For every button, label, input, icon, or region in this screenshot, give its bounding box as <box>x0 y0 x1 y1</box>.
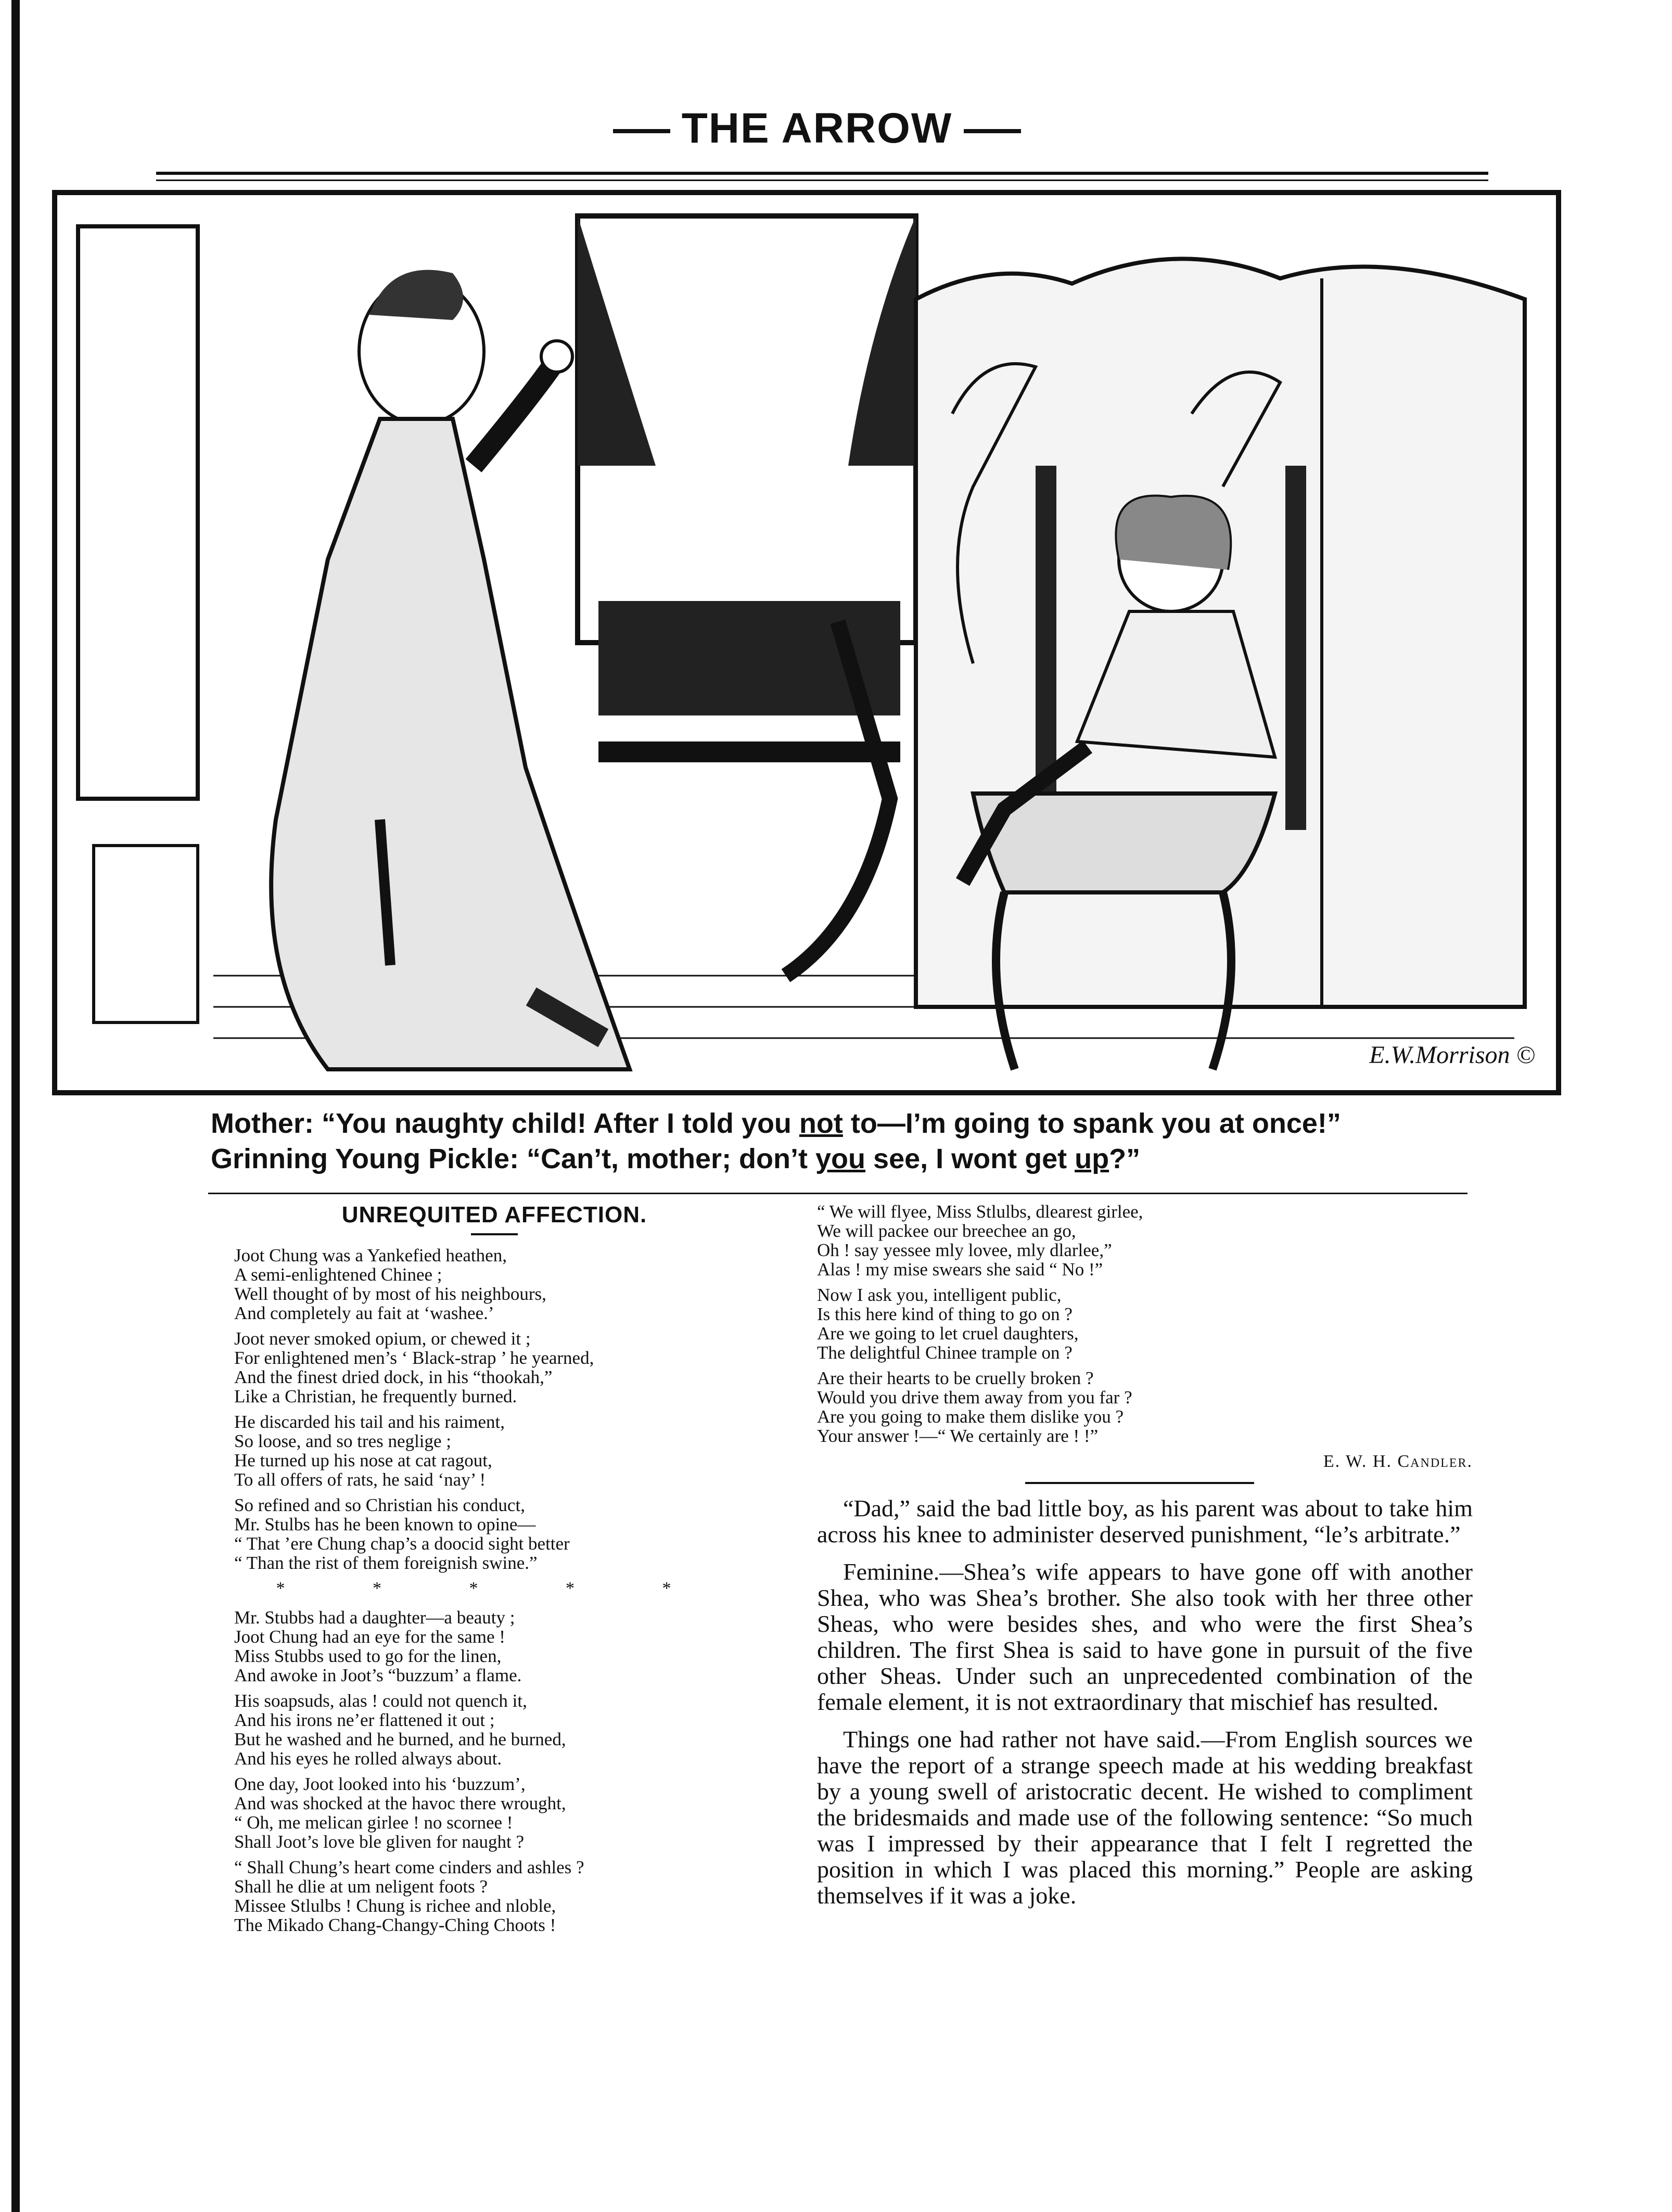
header-rule-bottom <box>156 180 1488 181</box>
poem-line: A semi-enlightened Chinee ; <box>234 1264 442 1285</box>
poem-line: To all offers of rats, he said ‘nay’ ! <box>234 1469 486 1490</box>
poem-line: “ That ’ere Chung chap’s a doocid sight better <box>234 1533 570 1554</box>
caption-mother-underlined: not <box>799 1108 843 1139</box>
poem-line: So refined and so Christian his conduct, <box>234 1495 525 1515</box>
caption-child <box>211 1141 1512 1177</box>
prose-paragraph-dad: “Dad,” said the bad little boy, as his parent was about to take him across his knee to administer deserved punishment, “le’s arbitrate.” <box>817 1495 1473 1548</box>
caption-child-underlined-1: you <box>815 1143 866 1174</box>
poem-line: And his eyes he rolled always about. <box>234 1748 502 1769</box>
poem-line: And his irons ne’er flattened it out ; <box>234 1710 495 1730</box>
poem-line: And awoke in Joot’s “buzzum’ a flame. <box>234 1665 522 1685</box>
poem-line: Shall Joot’s love ble gliven for naught ? <box>234 1832 524 1852</box>
poem-stanza <box>817 1202 1473 1279</box>
poem-line: The Mikado Chang-Changy-Ching Choots ! <box>234 1915 556 1935</box>
poem-line: So loose, and so tres neglige ; <box>234 1431 452 1451</box>
poem-stanza <box>234 1774 755 1851</box>
poem-line: And completely au fait at ‘washee.’ <box>234 1303 494 1323</box>
caption-child-underlined-2: up <box>1075 1143 1109 1174</box>
poem-line: For enlightened men’s ‘ Black-strap ’ he yearned, <box>234 1348 594 1368</box>
poem-line: But he washed and he burned, and he burned, <box>234 1729 566 1749</box>
poem-line: And the finest dried dock, in his “thookah,” <box>234 1367 553 1387</box>
poem-stanza <box>234 1246 755 1323</box>
poem-line: The delightful Chinee trample on ? <box>817 1342 1073 1363</box>
poem-line: “ Oh, me melican girlee ! no scornee ! <box>234 1812 513 1833</box>
poem-line: Joot never smoked opium, or chewed it ; <box>234 1328 531 1349</box>
poem-line: Oh ! say yessee mly lovee, mly dlarlee,” <box>817 1240 1112 1260</box>
caption-mother-part1: Mother: “You naughty child! After I told you <box>211 1108 799 1139</box>
caption-mother <box>211 1106 1512 1141</box>
poem-line: “ Than the rist of them foreignish swine.” <box>234 1553 538 1573</box>
poem-line: Joot Chung had an eye for the same ! <box>234 1627 505 1647</box>
masthead-title: THE ARROW <box>681 105 953 152</box>
poem-line: Missee Stlulbs ! Chung is richee and nloble, <box>234 1896 556 1916</box>
poem-line: Your answer !—“ We certainly are ! !” <box>817 1426 1099 1446</box>
poem-line: Are we going to let cruel daughters, <box>817 1323 1079 1344</box>
poem-line: Are you going to make them dislike you ? <box>817 1407 1124 1427</box>
asterisk-divider: * * * * * <box>276 1579 713 1598</box>
poem-stanza <box>234 1608 755 1685</box>
poem-stanza <box>234 1329 755 1406</box>
poem-line: Joot Chung was a Yankefied heathen, <box>234 1245 507 1265</box>
cartoon-illustration <box>52 190 1561 1095</box>
prose-paragraph-feminine: Feminine.—Shea’s wife appears to have gone off with another Shea, who was Shea’s brother. She also took with her three other Sheas, who were besides shes, and who were the first Shea’s children. The first Shea is said to have gone in pursuit of the five other Sheas. Under such an unprecedented combination of the female element, it is not extraordinary that mischief has resulted. <box>817 1558 1473 1715</box>
poem-line: “ Shall Chung’s heart come cinders and ashles ? <box>234 1857 584 1877</box>
engraving-illustration-icon <box>57 195 1556 1090</box>
right-column <box>817 1202 1473 1909</box>
poem-line: Like a Christian, he frequently burned. <box>234 1386 517 1407</box>
poem-stanza <box>234 1858 755 1935</box>
artist-signature: E.W.Morrison © <box>1364 1041 1540 1069</box>
poem-line: Miss Stubbs used to go for the linen, <box>234 1646 502 1666</box>
poem-line: We will packee our breechee an go, <box>817 1221 1076 1241</box>
poem-line: Well thought of by most of his neighbours, <box>234 1284 546 1304</box>
page-edge-rule <box>11 0 20 2212</box>
poem-line: “ We will flyee, Miss Stlulbs, dlearest girlee, <box>817 1201 1143 1222</box>
caption-child-part3: ?” <box>1109 1143 1141 1174</box>
poem-line: His soapsuds, alas ! could not quench it, <box>234 1691 527 1711</box>
poem-line: Mr. Stubbs had a daughter—a beauty ; <box>234 1607 515 1628</box>
poem-title-rule <box>471 1233 518 1235</box>
section-rule <box>1025 1482 1254 1484</box>
poem-line: He discarded his tail and his raiment, <box>234 1412 505 1432</box>
poem-stanza <box>234 1412 755 1489</box>
poem-line: Is this here kind of thing to go on ? <box>817 1304 1073 1324</box>
poem-line: One day, Joot looked into his ‘buzzum’, <box>234 1774 526 1794</box>
poem-column-left <box>234 1202 755 1941</box>
poem-stanza <box>234 1495 755 1572</box>
header-rule-top <box>156 172 1488 175</box>
poem-title: UNREQUITED AFFECTION. <box>341 1202 647 1228</box>
poem-line: Shall he dlie at um neligent foots ? <box>234 1876 488 1897</box>
poem-author: E. W. H. Candler. <box>1323 1452 1473 1471</box>
masthead-dash-left <box>613 129 670 133</box>
caption-rule <box>208 1193 1467 1194</box>
caption-child-part2: see, I wont get <box>865 1143 1075 1174</box>
cartoon-captions <box>211 1106 1512 1177</box>
masthead-dash-right <box>964 129 1021 133</box>
caption-child-part1: Grinning Young Pickle: “Can’t, mother; don’t <box>211 1143 816 1174</box>
poem-stanza <box>817 1369 1473 1446</box>
poem-line: And was shocked at the havoc there wrought, <box>234 1793 566 1813</box>
poem-line: Are their hearts to be cruelly broken ? <box>817 1368 1094 1388</box>
poem-line: Now I ask you, intelligent public, <box>817 1285 1062 1305</box>
poem-stanza <box>234 1691 755 1768</box>
masthead <box>572 104 1062 153</box>
poem-line: Would you drive them away from you far ? <box>817 1387 1132 1408</box>
prose-paragraph-things-said: Things one had rather not have said.—From English sources we have the report of a strange speech made at his wedding breakfast by a young swell of aristocratic decent. He wished to compliment the bridesmaids and made use of the following sentence: “So much was I impressed by their appearance that I felt I regretted the position in which I was placed this morning.” People are asking themselves if it was a joke. <box>817 1726 1473 1909</box>
caption-mother-part2: to—I’m going to spank you at once!” <box>843 1108 1341 1139</box>
poem-line: Mr. Stulbs has he been known to opine— <box>234 1514 536 1535</box>
poem-line: He turned up his nose at cat ragout, <box>234 1450 492 1471</box>
poem-stanza <box>817 1285 1473 1362</box>
poem-line: Alas ! my mise swears she said “ No !” <box>817 1259 1103 1280</box>
